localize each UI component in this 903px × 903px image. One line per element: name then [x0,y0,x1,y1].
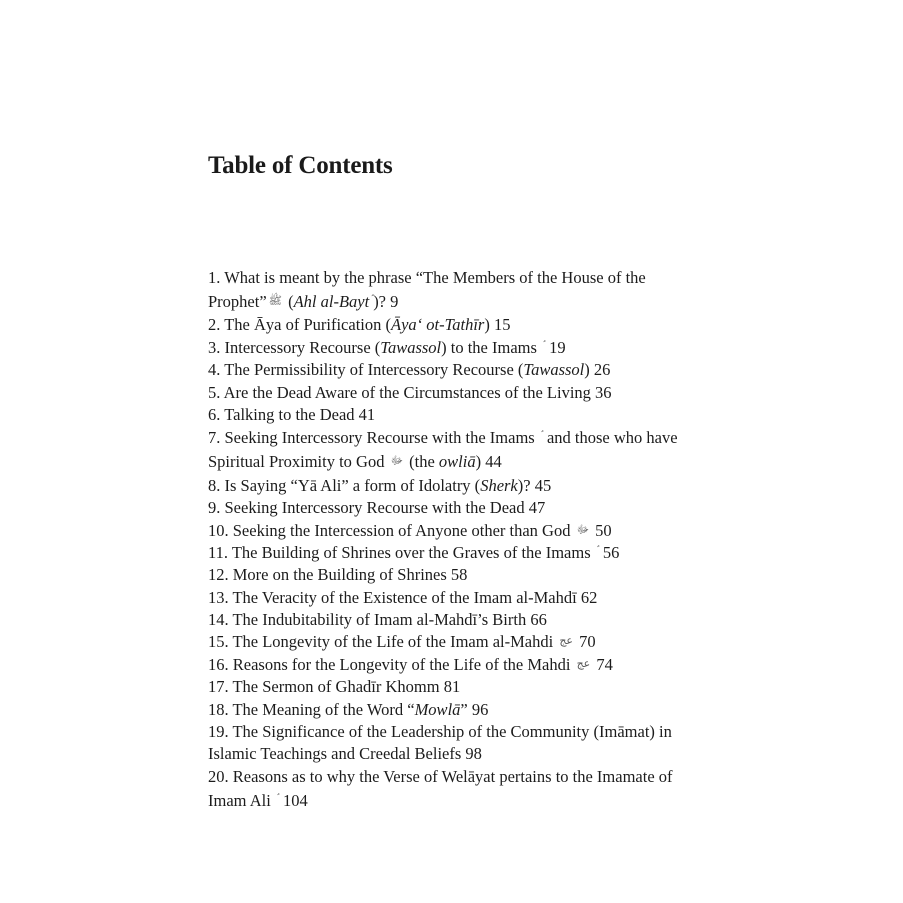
toc-list [208,266,678,814]
toc-entry-17: 17. The Sermon of Ghadīr Khomm 81 [208,677,461,697]
toc-entry-7: 7. Seeking Intercessory Recourse with the Imams and those who have Spiritual Proximity to God ﷻ (the owliā) 44 [208,428,678,472]
toc-entry-11: 11. The Building of Shrines over the Graves of the Imams 56 [208,542,620,562]
honorific-prophet-icon: ﷺ [268,295,282,307]
honorific-god-icon: ﷻ [390,455,404,468]
honorific-god-icon: ﷻ [576,523,590,536]
toc-entry-8: 8. Is Saying “Yā Ali” a form of Idolatry (Sherk)? 45 [208,475,552,495]
toc-entry-10: 10. Seeking the Intercession of Anyone other than God ﷻ 50 [208,520,612,540]
toc-entry-14: 14. The Indubitability of Imam al-Mahdī’s Birth 66 [208,610,547,630]
toc-entry-2: 2. The Āya of Purification (Āya‘ ot-Tathīr) 15 [208,315,511,335]
toc-entry-15: 15. The Longevity of the Life of the Imam al-Mahdi عج 70 [208,632,596,652]
toc-entry-18: 18. The Meaning of the Word “Mowlā” 96 [208,699,489,719]
toc-entry-20: 20. Reasons as to why the Verse of Welāyat pertains to the Imamate of Imam Ali 104 [208,767,673,811]
page-title: Table of Contents [208,152,393,179]
toc-entry-5: 5. Are the Dead Aware of the Circumstances of the Living 36 [208,382,612,402]
toc-entry-4: 4. The Permissibility of Intercessory Recourse (Tawassol) 26 [208,360,611,380]
honorific-mahdi-icon: عج [576,657,591,670]
toc-entry-12: 12. More on the Building of Shrines 58 [208,565,468,585]
toc-entry-1: 1. What is meant by the phrase “The Members of the House of the Prophet” ﷺ (Ahl al-Bayt )? 9 [208,268,646,311]
honorific-mahdi-icon: عج [559,635,573,648]
toc-entry-16: 16. Reasons for the Longevity of the Life of the Mahdi عج 74 [208,654,613,674]
toc-entry-13: 13. The Veracity of the Existence of the Imam al-Mahdī 62 [208,587,598,607]
toc-entry-19: 19. The Significance of the Leadership of the Community (Imāmat) in Islamic Teachings and Creedal Beliefs 98 [208,722,672,764]
toc-entry-3: 3. Intercessory Recourse (Tawassol) to the Imams 19 [208,337,566,357]
toc-entry-6: 6. Talking to the Dead 41 [208,404,376,424]
toc-entry-9: 9. Seeking Intercessory Recourse with the Dead 47 [208,498,546,518]
